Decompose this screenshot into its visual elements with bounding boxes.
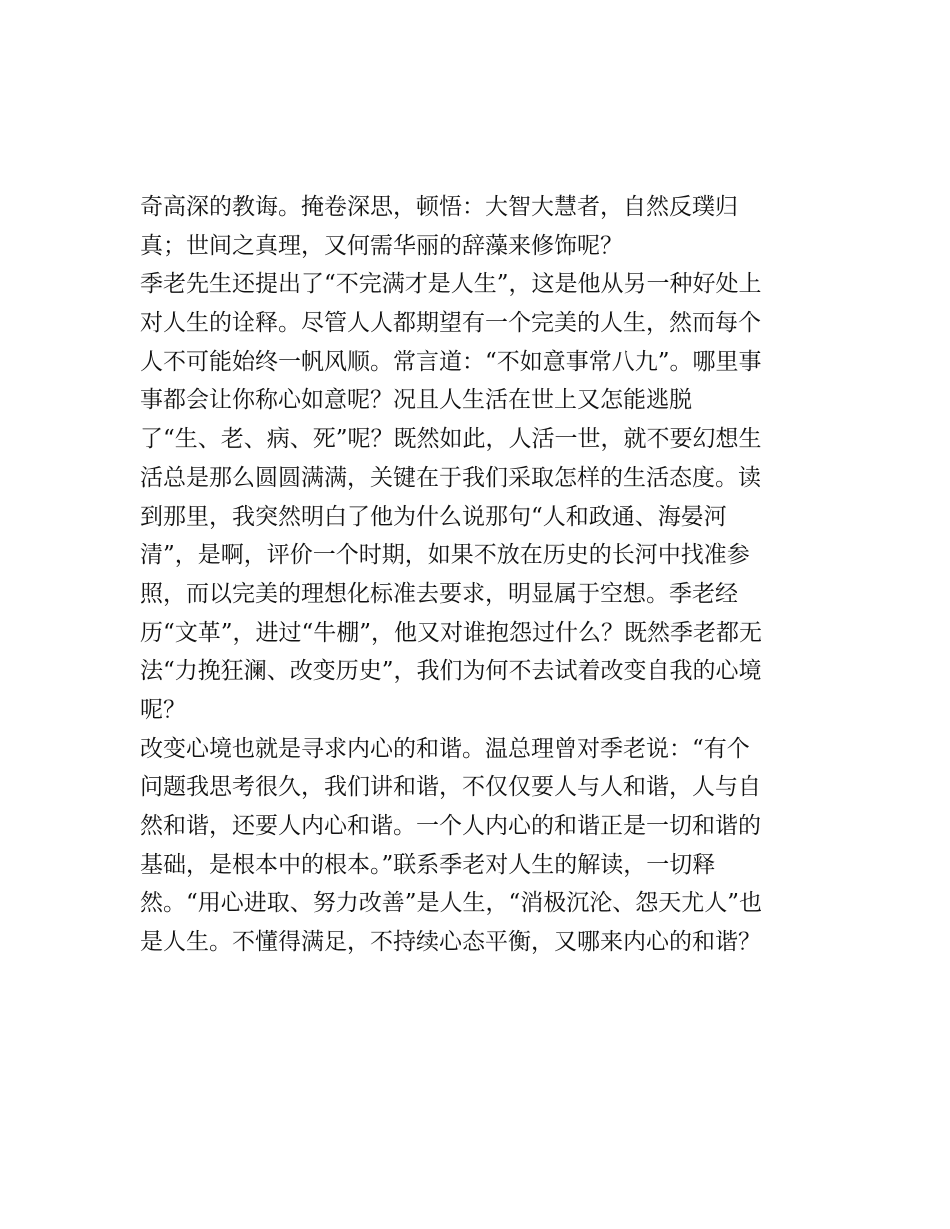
text-line: 清”，是啊，评价一个时期，如果不放在历史的长河中找准参 bbox=[140, 542, 750, 569]
text-line: 是人生。不懂得满足，不持续心态平衡，又哪来内心的和谐？ bbox=[140, 929, 761, 956]
text-line: 然。“用心进取、努力改善”是人生，“消极沉沦、怨天尤人”也 bbox=[140, 890, 763, 917]
text-line: 真；世间之真理，又何需华丽的辞藻来修饰呢？ bbox=[140, 232, 623, 259]
text-line: 改变心境也就是寻求内心的和谐。温总理曾对季老说：“有个 bbox=[140, 735, 750, 762]
text-line: 照，而以完美的理想化标准去要求，明显属于空想。季老经 bbox=[140, 580, 738, 607]
text-line: 到那里，我突然明白了他为什么说那句“人和政通、海晏河 bbox=[140, 503, 727, 530]
text-line: 了“生、老、病、死”呢？既然如此，人活一世，就不要幻想生 bbox=[140, 426, 762, 453]
text-line: 法“力挽狂澜、改变历史”，我们为何不去试着改变自我的心境 bbox=[140, 658, 762, 685]
text-line: 历“文革”，进过“牛棚”，他又对谁抱怨过什么？既然季老都无 bbox=[140, 619, 763, 646]
body-text bbox=[140, 188, 820, 962]
text-line: 奇高深的教诲。掩卷深思，顿悟：大智大慧者，自然反璞归 bbox=[140, 194, 738, 220]
text-line: 季老先生还提出了“不完满才是人生”，这是他从另一种好处上 bbox=[140, 271, 762, 298]
text-line: 活总是那么圆圆满满，关键在于我们采取怎样的生活态度。读 bbox=[140, 464, 761, 491]
text-line: 问题我思考很久，我们讲和谐，不仅仅要人与人和谐，人与自 bbox=[140, 774, 761, 801]
text-line: 人不可能始终一帆风顺。常言道：“不如意事常八九”。哪里事 bbox=[140, 348, 762, 375]
text-line: 呢？ bbox=[140, 696, 186, 723]
text-line: 事都会让你称心如意呢？况且人生活在世上又怎能逃脱 bbox=[140, 387, 692, 414]
text-line: 对人生的诠释。尽管人人都期望有一个完美的人生，然而每个 bbox=[140, 310, 761, 337]
text-line: 基础，是根本中的根本。”联系季老对人生的解读，一切释 bbox=[140, 851, 716, 878]
text-line: 然和谐，还要人内心和谐。一个人内心的和谐正是一切和谐的 bbox=[140, 813, 761, 839]
